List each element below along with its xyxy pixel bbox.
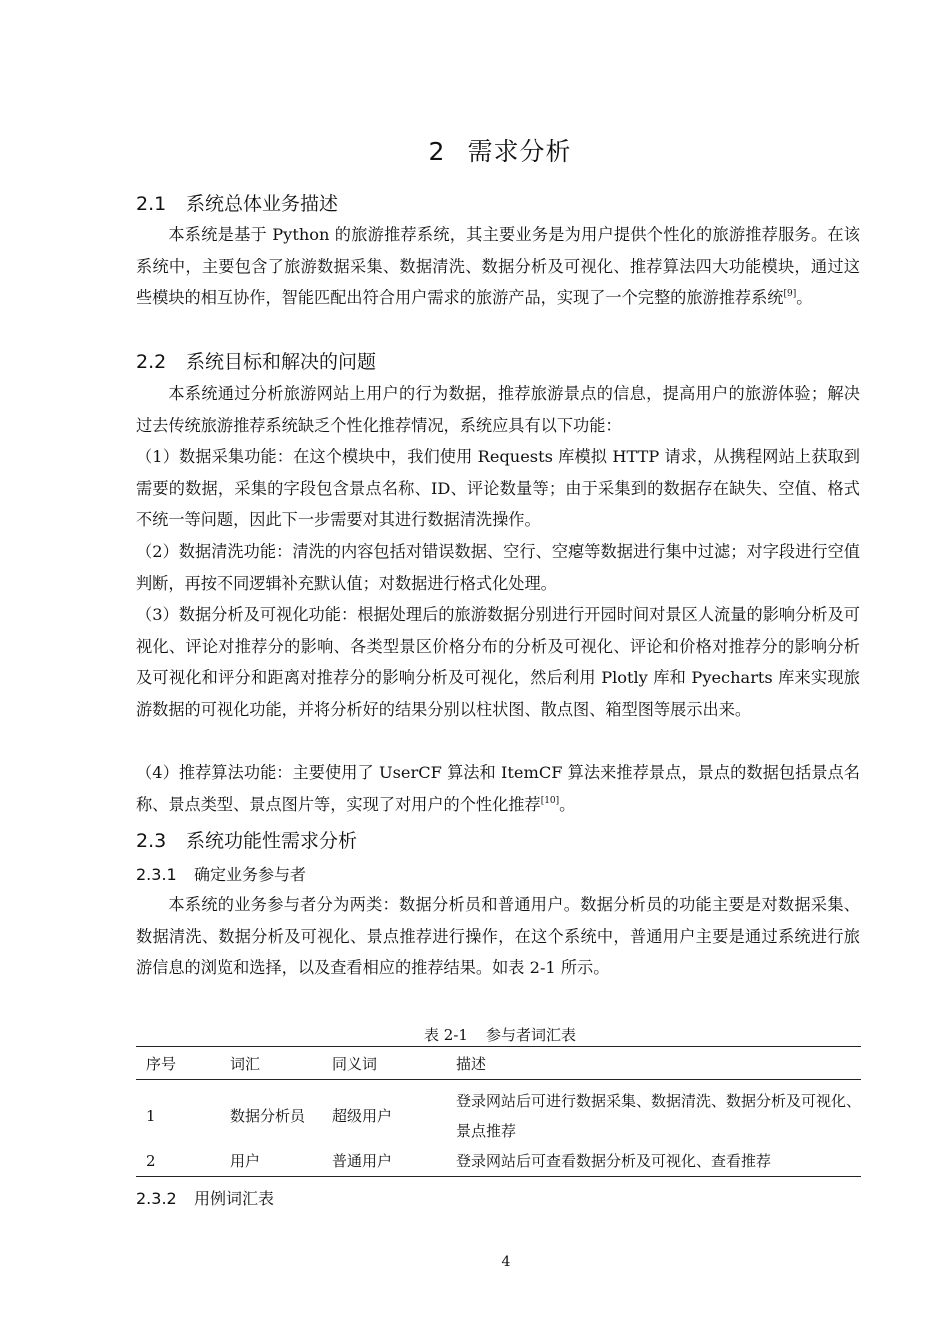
section-2-3-1-paragraph: 本系统的业务参与者分为两类：数据分析员和普通用户。数据分析员的功能主要是对数据采集、数据清洗、数据分析及可视化、景点推荐进行操作，在这个系统中，普通用户主要是通过系统进行旅游信息的浏览和选择，以及查看相应的推荐结果。如表 2-1 所示。 [136,895,860,978]
paragraph-tail: 。 [559,794,576,814]
participant-vocabulary-table [136,1046,861,1177]
chapter-title [0,132,950,168]
table-header-cell: 描述 [446,1047,861,1080]
paragraph-text: （4）推荐算法功能：主要使用了 UserCF 算法和 ItemCF 算法来推荐景点，景点的数据包括景点名称、景点类型、景点图片等，实现了对用户的个性化推荐 [136,763,860,814]
section-2-2-intro: 本系统通过分析旅游网站上用户的行为数据，推荐旅游景点的信息，提高用户的旅游体验；解决过去传统旅游推荐系统缺乏个性化推荐情况，系统应具有以下功能： [136,384,860,435]
table-cell: 登录网站后可查看数据分析及可视化、查看推荐 [446,1146,861,1177]
section-heading-2-3-2 [136,1186,274,1209]
table-cell: 普通用户 [322,1146,446,1177]
section-heading-2-1 [136,189,338,216]
table-header-cell: 词汇 [220,1047,322,1080]
table-row [136,1080,861,1147]
table-cell: 登录网站后可进行数据采集、数据清洗、数据分析及可视化、景点推荐 [456,1092,862,1140]
feature-item-1: （1）数据采集功能：在这个模块中，我们使用 Requests 库模拟 HTTP 请求，从携程网站上获取到需要的数据，采集的字段包含景点名称、ID、评论数量等；由于采集到的数据存在缺失、空值、格式不统一等问题，因此下一步需要对其进行数据清洗操作。 [136,447,860,530]
table-cell: 用户 [220,1146,322,1177]
section-title: 用例词汇表 [194,1189,275,1208]
paragraph-text: 本系统是基于 Python 的旅游推荐系统，其主要业务是为用户提供个性化的旅游推荐服务。在该系统中，主要包含了旅游数据采集、数据清洗、数据分析及可视化、推荐算法四大功能模块，通过这些模块的相互协作，智能匹配出符合用户需求的旅游产品，实现了一个完整的旅游推荐系统 [136,225,860,308]
section-heading-2-3-1 [136,862,306,885]
feature-item-3: （3）数据分析及可视化功能：根据处理后的旅游数据分别进行开园时间对景区人流量的影响分析及可视化、评论对推荐分的影响、各类型景区价格分布的分析及可视化、评论和价格对推荐分的影响分析及可视化和评分和距离对推荐分的影响分析及可视化，然后利用 Plotly 库和 Pyecharts 库来实现旅游数据的可视化功能，并将分析好的结果分别以柱状图、散点图、箱型图等展示出来。 [136,605,860,719]
citation: [10] [540,795,560,806]
table-cell: 超级用户 [332,1107,393,1125]
section-number: 2.3.2 [136,1189,177,1208]
paragraph-tail: 。 [796,288,813,308]
table-header-row [136,1047,861,1080]
feature-item-4 [136,757,860,820]
table-cell: 数据分析员 [230,1107,306,1125]
section-title: 系统目标和解决的问题 [186,351,377,373]
chapter-title-text: 需求分析 [467,137,572,166]
section-heading-2-3 [136,826,357,853]
table-cell: 1 [146,1107,156,1125]
section-title: 确定业务参与者 [194,865,307,884]
section-title: 系统总体业务描述 [186,193,339,215]
table-cell: 2 [136,1146,220,1177]
table-caption [0,1024,950,1045]
table-row [136,1146,861,1177]
section-number: 2.2 [136,351,167,373]
feature-item-2: （2）数据清洗功能：清洗的内容包括对错误数据、空行、空瘪等数据进行集中过滤；对字段进行空值判断，再按不同逻辑补充默认值；对数据进行格式化处理。 [136,542,860,593]
table-caption-number: 表 2-1 [424,1026,468,1044]
citation: [9] [783,289,797,300]
section-title: 系统功能性需求分析 [186,830,358,852]
section-2-1-paragraph [136,219,860,314]
section-number: 2.3.1 [136,865,177,884]
section-heading-2-2 [136,347,376,374]
section-number: 2.3 [136,830,167,852]
table-header-cell: 同义词 [322,1047,446,1080]
page-number: 4 [501,1254,511,1270]
chapter-number: 2 [428,137,446,166]
table-caption-title: 参与者词汇表 [485,1026,576,1044]
table-header-cell: 序号 [136,1047,220,1080]
section-number: 2.1 [136,193,167,215]
